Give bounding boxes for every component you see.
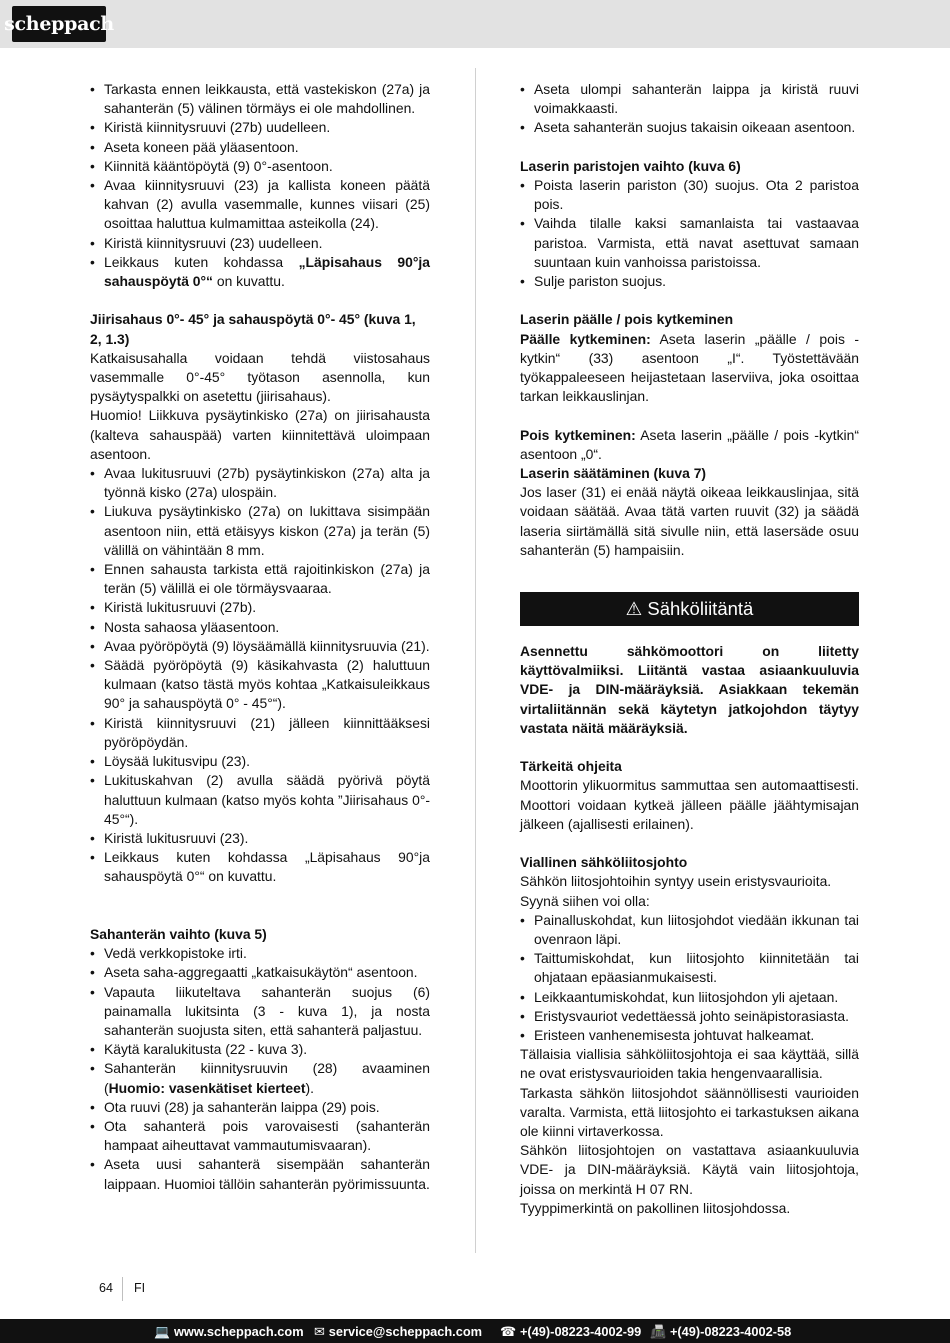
paragraph: Syynä siihen voi olla:	[520, 892, 650, 909]
bullet-list	[90, 944, 430, 1194]
phone-number: +(49)-08223-4002-99	[519, 1324, 642, 1339]
list-item: • Sulje pariston suojus.	[520, 272, 859, 291]
list-item: • Vedä verkkopistoke irti.	[90, 944, 430, 963]
list-item: • Kiristä lukitusruuvi (23).	[90, 829, 430, 848]
bold-text: Huomio: vasenkätiset kierteet	[108, 1079, 306, 1096]
text-run: ).	[305, 1079, 314, 1096]
text-run: on kuvattu.	[213, 273, 285, 290]
list-item: • Poista laserin pariston (30) suojus. Ota 2 paristoa pois.	[520, 176, 859, 214]
list-item	[90, 1059, 430, 1097]
list-item: • Eristeen vanhenemisesta johtuvat halkeamat.	[520, 1026, 859, 1045]
fax-number: +(49)-08223-4002-58	[669, 1324, 792, 1339]
bullet-list	[90, 464, 430, 886]
text-run: Sahanterän kiinnitysruuvin (28) avaaminen (	[104, 1060, 430, 1096]
website-link[interactable]: www.scheppach.com	[173, 1324, 304, 1339]
list-item: • Aseta ulompi sahanterän laippa ja kiristä ruuvi voimakkaasti.	[520, 80, 859, 118]
list-item: • Ota sahanterä pois varovaisesti (sahanterän hampaat aiheuttavat vammautumisvaaran).	[90, 1117, 430, 1155]
list-item: • Kiristä lukitusruuvi (27b).	[90, 598, 430, 617]
email-link[interactable]: service@scheppach.com	[328, 1324, 483, 1339]
footer-contact-bar	[0, 1319, 950, 1343]
column-divider	[475, 68, 476, 1253]
scheppach-logo: scheppach	[12, 6, 106, 42]
paragraph	[520, 330, 859, 407]
bold-text: Päälle kytkeminen:	[520, 330, 651, 347]
left-column	[90, 80, 430, 1194]
paragraph: Huomio! Liikkuva pysäytinkisko (27a) on jiirisahausta (kalteva sahauspää) varten kiinnitettävä uloimpaan asentoon.	[90, 407, 430, 462]
text-run: Aseta laserin „päälle / pois -kytkin“ asentoon „0“.	[520, 426, 859, 462]
bold-text: Pois kytkeminen:	[520, 426, 636, 443]
paragraph: Sähkön liitosjohtoihin syntyy usein eristysvaurioita.	[520, 873, 832, 890]
list-item: • Vaihda tilalle kaksi samanlaista tai vastaavaa paristoa. Varmista, että navat asettuvat samaan suuntaan kuin vanhoissa paristoissa.	[520, 214, 859, 272]
section-heading: Sahanterän vaihto (kuva 5)	[90, 925, 267, 942]
list-item: • Aseta sahanterän suojus takaisin oikeaan asentoon.	[520, 118, 859, 137]
section-heading: Jiirisahaus 0°- 45° ja sahauspöytä 0°- 45° (kuva 1, 2, 1.3)	[90, 311, 416, 347]
list-item: • Leikkaus kuten kohdassa „Läpisahaus 90°ja sahauspöytä 0°“ on kuvattu.	[90, 848, 430, 886]
list-item: • Kiristä kiinnitysruuvi (23) uudelleen.	[90, 234, 430, 253]
paragraph: Tyyppimerkintä on pakollinen liitosjohdossa.	[520, 1199, 791, 1216]
list-item: • Aseta saha-aggregaatti „katkaisukäytön“ asentoon.	[90, 963, 430, 982]
page-number: 64	[99, 1281, 113, 1295]
list-item: • Kiinnitä kääntöpöytä (9) 0°-asentoon.	[90, 157, 430, 176]
footer-fax	[650, 1324, 791, 1340]
phone-icon: ☎	[500, 1324, 516, 1339]
paragraph: Tarkasta sähkön liitosjohdot säännöllisesti vaurioiden varalta. Varmista, että liitosjohto ei tarkastuksen aikana ole kiinni virtaverkossa.	[520, 1084, 859, 1140]
banner-title: Sähköliitäntä	[647, 598, 754, 620]
bullet-list	[520, 80, 859, 138]
list-item: • Nosta sahaosa yläasentoon.	[90, 618, 430, 637]
list-item: • Eristysvauriot vedettäessä johto seinäpistorasiasta.	[520, 1007, 859, 1026]
list-item: • Kiristä kiinnitysruuvi (21) jälleen kiinnittääksesi pyöröpöydän.	[90, 714, 430, 752]
computer-icon: 💻	[154, 1324, 170, 1339]
list-item: • Lukituskahvan (2) avulla säädä pyörivä pöytä haluttuun kulmaan (katso myös kohta ”Jiirisahaus 0°- 45°“).	[90, 771, 430, 829]
language-code: FI	[134, 1281, 146, 1295]
list-item: • Avaa lukitusruuvi (27b) pysäytinkiskon (27a) alta ja työnnä kisko (27a) ulospäin.	[90, 464, 430, 502]
list-item: • Aseta koneen pää yläasentoon.	[90, 138, 430, 157]
right-column	[520, 80, 859, 1218]
list-item: • Vapauta liikuteltava sahanterän suojus (6) painamalla lukitsinta (3 - kuva 1), ja nosta sahanterän suojusta siten, että sahanterä paljastuu.	[90, 983, 430, 1041]
bold-paragraph: Asennettu sähkömoottori on liitetty käyttövalmiiksi. Liitäntä vastaa asiaankuuluvia VDE- ja DIN-määräyksiä. Asiakkaan tekemän virtaliitännän sekä käytetyn jatkojohdon täytyy vastata näitä määräyksiä.	[520, 643, 859, 736]
list-item	[90, 253, 430, 291]
header-bar	[0, 0, 950, 48]
bullet-list	[520, 911, 859, 1045]
list-item: • Aseta uusi sahanterä sisempään sahanterän laippaan. Huomioi tällöin sahanterän pyörimissuunta.	[90, 1155, 430, 1193]
list-item: • Kiristä kiinnitysruuvi (27b) uudelleen.	[90, 118, 430, 137]
paragraph: Moottorin ylikuormitus sammuttaa sen automaattisesti. Moottori voidaan kytkeä jälleen päälle jäähtymisajan jälkeen (ajallisesti erilainen).	[520, 777, 859, 832]
bold-text: „Läpisahaus 90°ja sahauspöytä 0°“	[104, 253, 430, 290]
list-item: • Säädä pyöröpöytä (9) käsikahvasta (2) haluttuun kulmaan (katso tästä myös kohtaa „Katkaisuleikkaus 90° ja sahauspöytä 0° - 45°“).	[90, 656, 430, 714]
list-item: • Ota ruuvi (28) ja sahanterän laippa (29) pois.	[90, 1098, 430, 1117]
footer-email[interactable]	[314, 1324, 482, 1340]
list-item: • Avaa pyöröpöytä (9) löysäämällä kiinnitysruuvia (21).	[90, 637, 430, 656]
section-heading: Viallinen sähköliitosjohto	[520, 854, 688, 871]
list-item: • Taittumiskohdat, kun liitosjohto kiinnitetään tai ohjataan epäasianmukaisesti.	[520, 949, 859, 987]
list-item: • Painalluskohdat, kun liitosjohdot viedään ikkunan tai ovenraon läpi.	[520, 911, 859, 949]
list-item: • Ennen sahausta tarkista että rajoitinkiskon (27a) ja terän (5) välillä ei ole törmäysvaaraa.	[90, 560, 430, 598]
paragraph: Tällaisia viallisia sähköliitosjohtoja ei saa käyttää, sillä ne ovat eristysvaurioiden takia hengenvaarallisia.	[520, 1046, 859, 1082]
section-heading: Laserin säätäminen (kuva 7)	[520, 465, 707, 482]
list-item: • Käytä karalukitusta (22 - kuva 3).	[90, 1040, 430, 1059]
list-item: • Liukuva pysäytinkisko (27a) on lukittava sisimpään asentoon niin, että etäisyys kiskon (27a) ja terän (5) välillä on vähintään 8 mm.	[90, 502, 430, 560]
bullet-list	[520, 176, 859, 291]
list-item: • Löysää lukitusvipu (23).	[90, 752, 430, 771]
paragraph: Katkaisusahalla voidaan tehdä viistosahaus vasemmalle 0°-45° työtason asennolla, kun pysäytyspalkki on asetettu (jiirisahaus).	[90, 349, 430, 405]
footer-phone	[500, 1324, 641, 1340]
paragraph	[520, 426, 859, 464]
bullet-list	[90, 80, 430, 291]
footer-divider	[122, 1277, 123, 1301]
section-heading: Laserin paristojen vaihto (kuva 6)	[520, 157, 741, 174]
section-heading: Laserin päälle / pois kytkeminen	[520, 311, 734, 328]
list-item: • Leikkaantumiskohdat, kun liitosjohdon yli ajetaan.	[520, 988, 859, 1007]
paragraph: Jos laser (31) ei enää näytä oikeaa leikkauslinjaa, sitä voidaan säätää. Avaa tätä varten ruuvit (32) ja säädä laseria siirtämällä sitä sivulle niin, että lasersäde osuu sahanterän (5) hampaisiin.	[520, 484, 859, 558]
list-item: • Tarkasta ennen leikkausta, että vastekiskon (27a) ja sahanterän (5) välinen törmäys ei ole mahdollinen.	[90, 80, 430, 118]
section-banner	[520, 592, 859, 626]
paragraph: Sähkön liitosjohtojen on vastattava asiaankuuluvia VDE- ja DIN-määräyksiä. Käytä vain liitosjohtoja, joissa on merkintä H 07 RN.	[520, 1142, 859, 1197]
warning-icon: ⚠	[625, 598, 643, 620]
section-heading: Tärkeitä ohjeita	[520, 758, 622, 775]
mail-icon: ✉	[314, 1324, 325, 1339]
text-run: Leikkaus kuten kohdassa	[104, 253, 299, 270]
footer-web[interactable]	[154, 1324, 304, 1340]
fax-icon: 📠	[650, 1324, 666, 1339]
text-run: Aseta laserin „päälle / pois -kytkin“ (33) asentoon „I“. Työstettävään työkappaleeseen heijastetaan laserviiva, joka osoittaa tarkan leikkauslinjan.	[520, 330, 860, 405]
list-item: • Avaa kiinnitysruuvi (23) ja kallista koneen päätä kahvan (2) avulla vasemmalle, kunnes viisari (25) osoittaa haluttua kulmamittaa asteikolla (24).	[90, 176, 430, 234]
